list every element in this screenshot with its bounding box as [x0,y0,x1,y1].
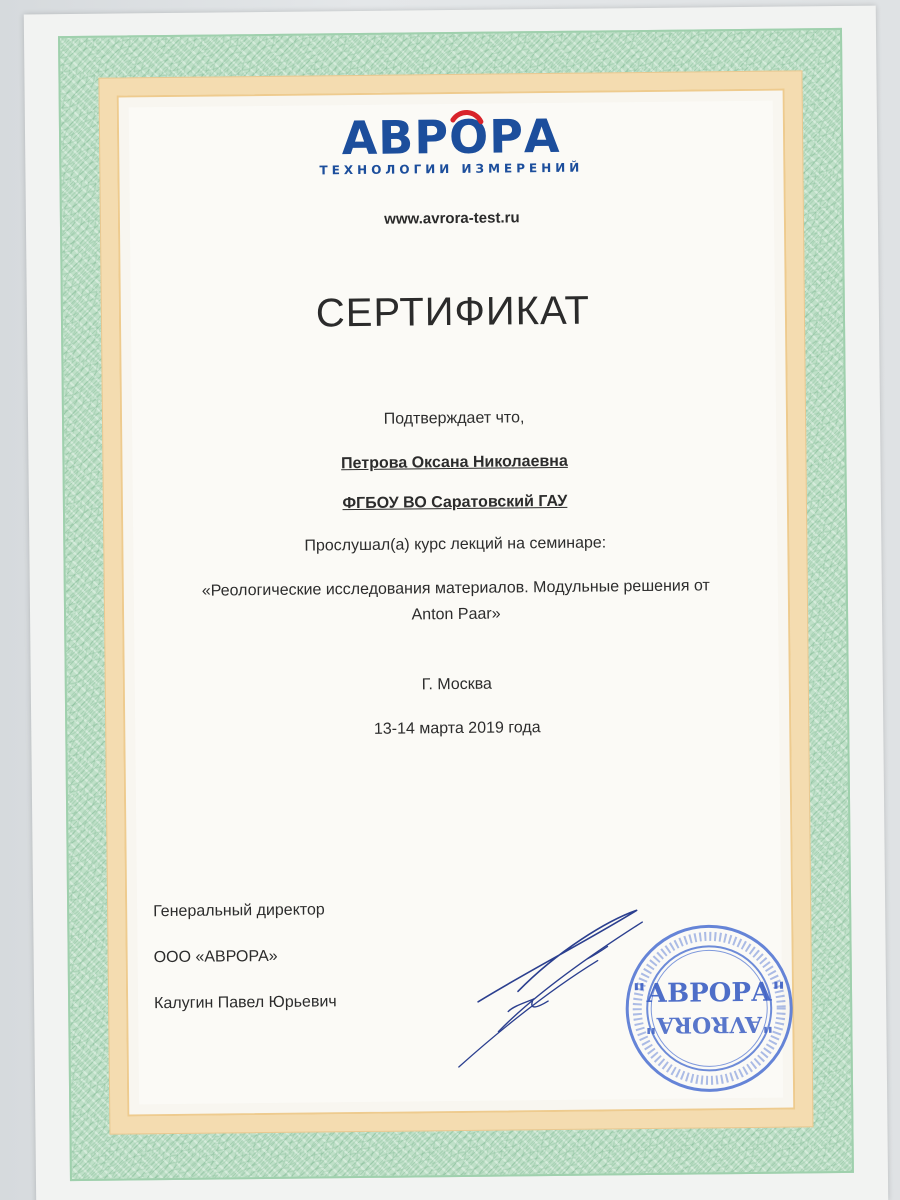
logo-text-o: О [448,109,490,165]
seminar-title-line2: Anton Paar» [411,605,501,624]
logo-wordmark [341,108,561,166]
recipient-name [132,451,776,476]
city-text: Г. Москва [421,675,493,694]
attended-text: Прослушал(а) курс лекций на семинаре: [304,534,607,555]
company-logo [129,108,774,180]
logo-text-left: АВР [341,110,450,166]
logo-text-right: РА [488,108,561,164]
logo-subtitle: ТЕХНОЛОГИИ ИЗМЕРЕНИЙ [319,160,584,178]
website-link[interactable]: www.avrora-test.ru [384,209,520,228]
seminar-title-line1: «Реологические исследования материалов. Модульные решения от [201,577,710,600]
stamp-center-top: "АВРОРА" [632,977,786,1010]
recipient-organization-text: ФГБОУ ВО Саратовский ГАУ [342,492,568,513]
certificate-title: СЕРТИФИКАТ [315,288,591,336]
signatory-name: Калугин Павел Юрьевич [154,993,337,1013]
recipient-name-text: Петрова Оксана Николаевна [341,452,568,473]
signatory-company: ООО «АВРОРА» [153,947,278,967]
stamp-center-bottom: "AVRORA" [645,1010,774,1039]
certificate-sheet [24,6,888,1200]
signatory-position: Генеральный директор [153,901,325,921]
recipient-organization [133,491,777,516]
confirm-text: Подтверждает что, [383,409,525,428]
date-text: 13-14 марта 2019 года [373,719,541,738]
company-stamp [621,920,797,1096]
logo-letter-o [448,109,490,165]
certificate-body [129,101,786,1105]
